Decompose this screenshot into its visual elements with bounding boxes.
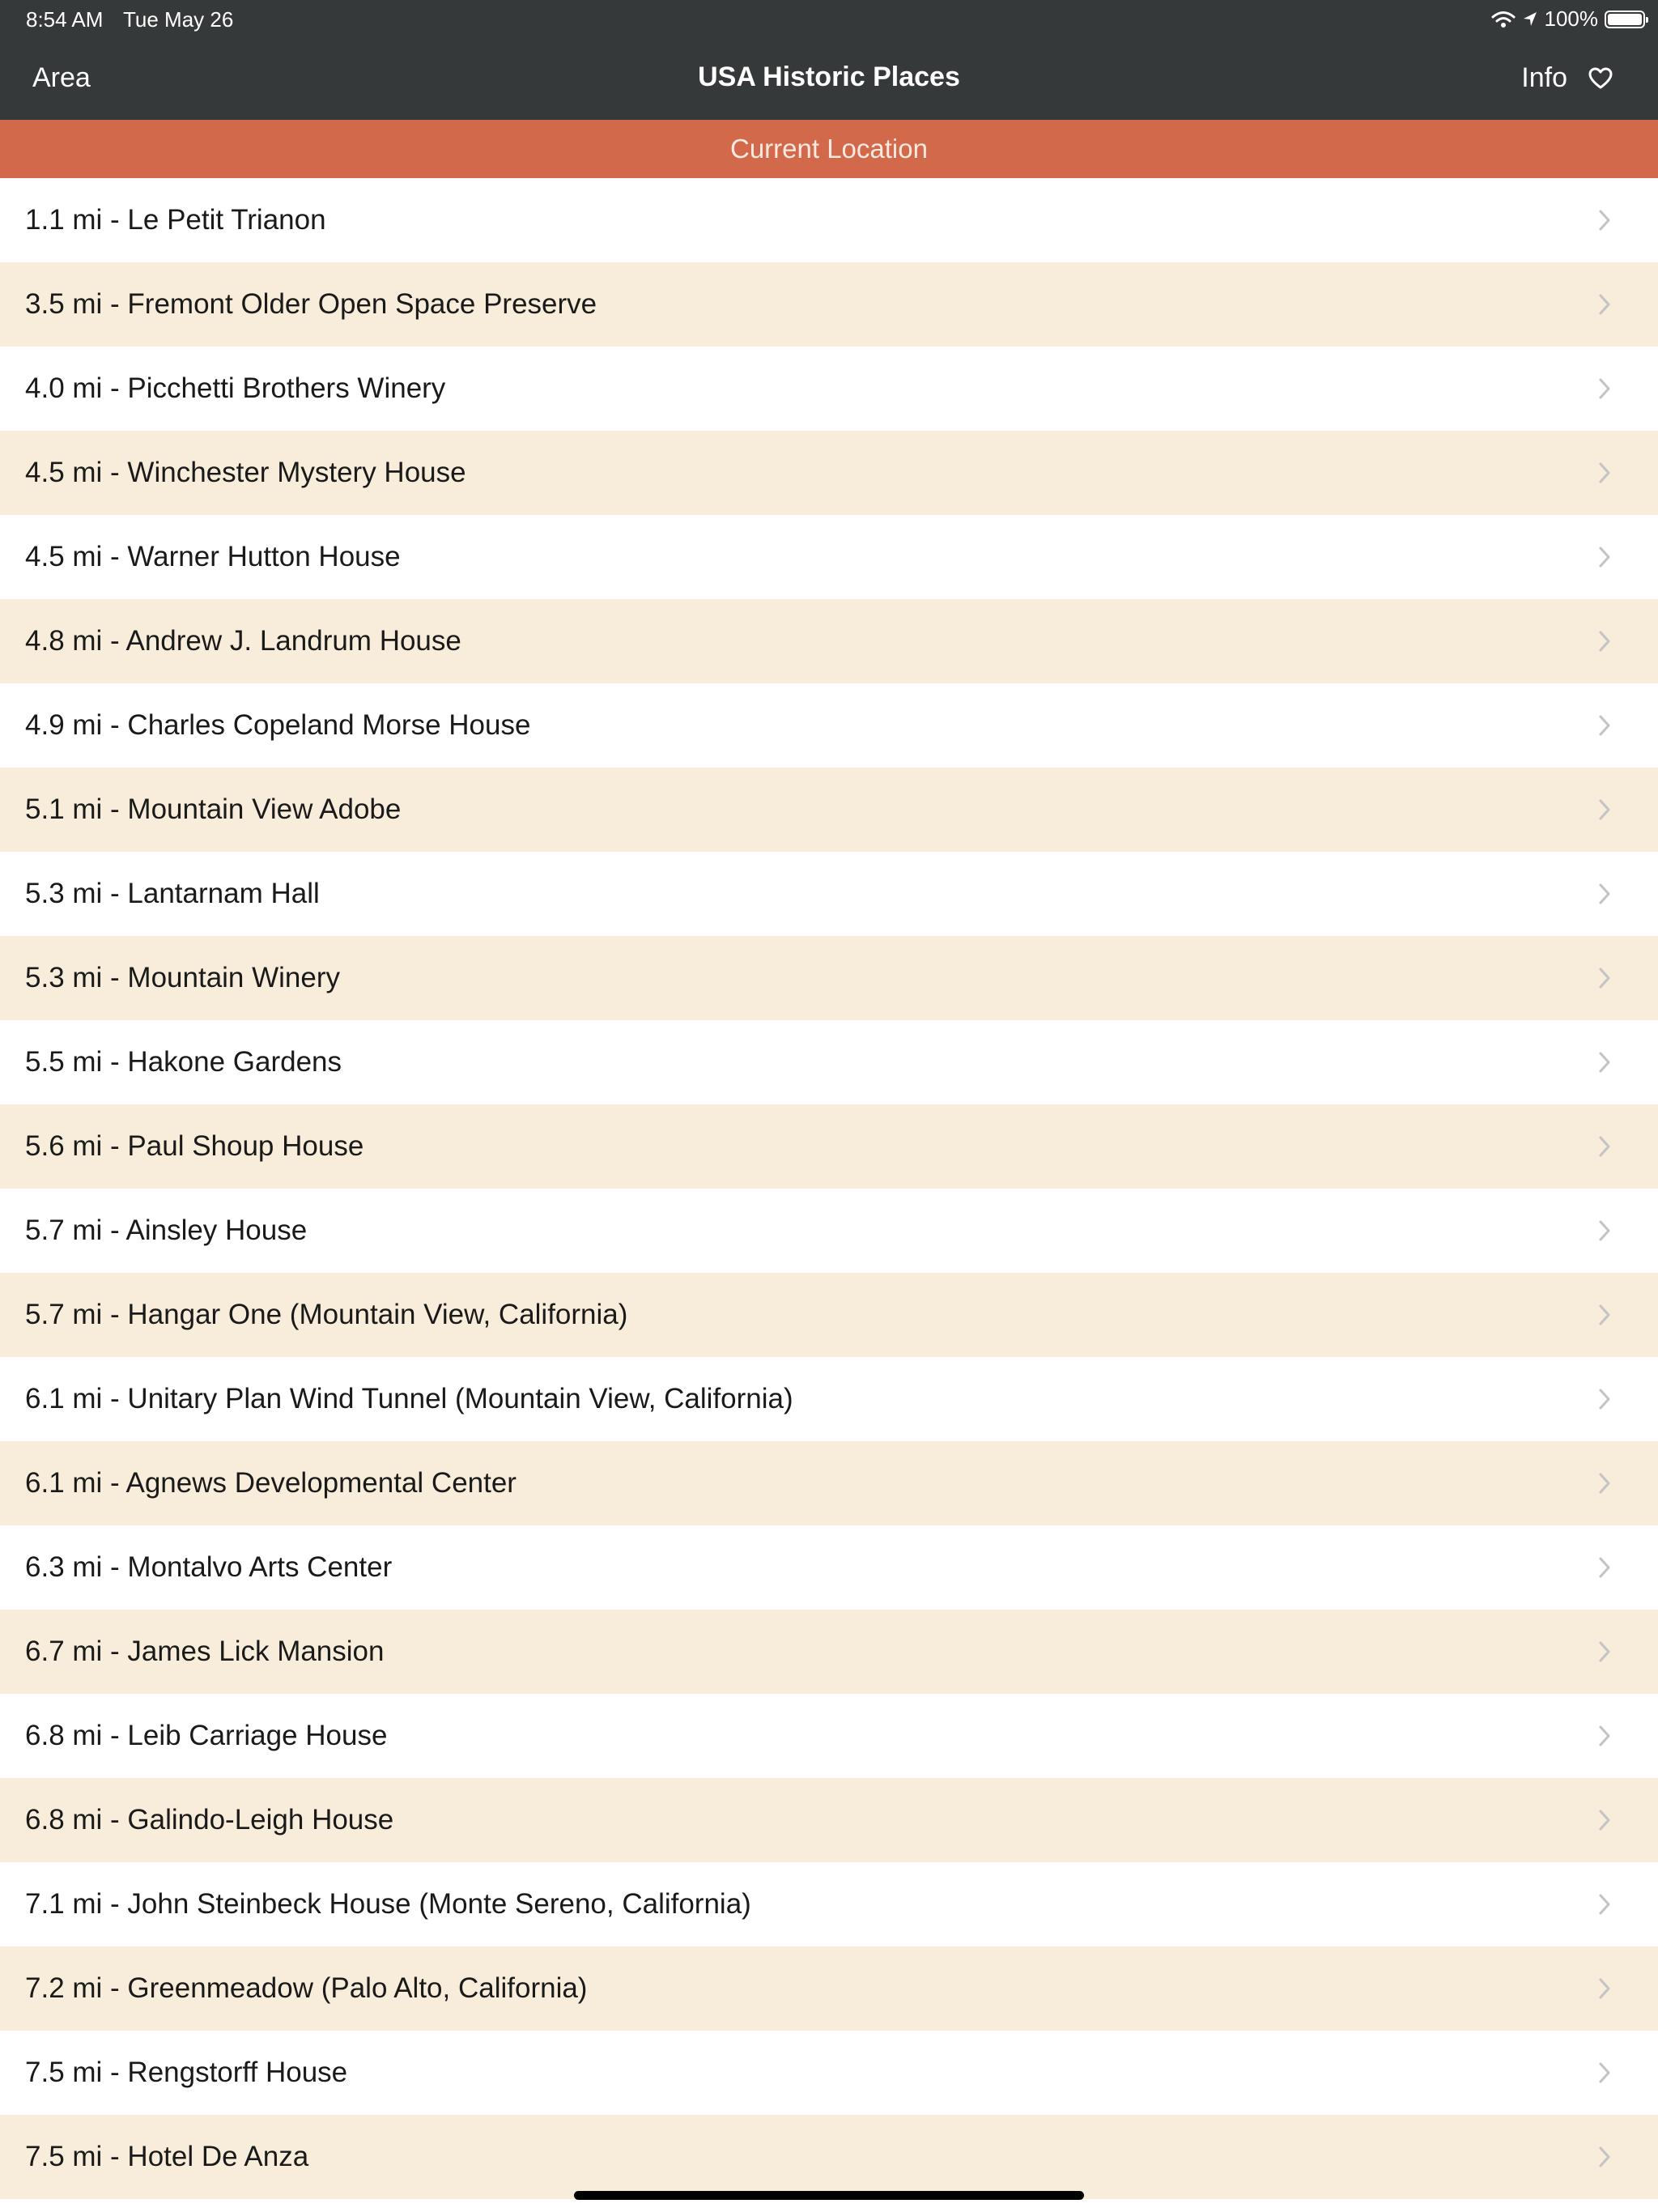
list-item[interactable]	[0, 1694, 1658, 1778]
list-item[interactable]	[0, 1778, 1658, 1862]
navigation-bar	[0, 39, 1658, 120]
list-item-label: 5.5 mi - Hakone Gardens	[25, 1046, 342, 1078]
list-item-label: 6.8 mi - Leib Carriage House	[25, 1720, 388, 1751]
list-item-label: 6.8 mi - Galindo-Leigh House	[25, 1804, 394, 1836]
current-location-header[interactable]: Current Location	[0, 120, 1658, 178]
list-item-label: 6.3 mi - Montalvo Arts Center	[25, 1551, 393, 1583]
nav-right-items	[1521, 62, 1613, 94]
list-item-label: 7.5 mi - Rengstorff House	[25, 2057, 348, 2088]
chevron-right-icon	[1598, 798, 1611, 821]
status-date: Tue May 26	[123, 7, 234, 32]
list-item[interactable]	[0, 2115, 1658, 2199]
list-item-label: 5.1 mi - Mountain View Adobe	[25, 793, 402, 825]
list-item[interactable]	[0, 852, 1658, 936]
list-item[interactable]	[0, 1441, 1658, 1525]
list-item[interactable]	[0, 936, 1658, 1020]
list-item[interactable]	[0, 683, 1658, 768]
list-item[interactable]	[0, 1525, 1658, 1610]
list-item-label: 1.1 mi - Le Petit Trianon	[25, 204, 326, 236]
chevron-right-icon	[1598, 967, 1611, 989]
chevron-right-icon	[1598, 546, 1611, 568]
location-arrow-icon	[1522, 11, 1538, 28]
chevron-right-icon	[1598, 1556, 1611, 1579]
list-item-label: 5.3 mi - Lantarnam Hall	[25, 878, 320, 909]
list-item-label: 5.7 mi - Hangar One (Mountain View, California)	[25, 1299, 628, 1330]
status-bar	[0, 0, 1658, 39]
status-indicators	[1491, 6, 1646, 32]
list-item-label: 7.1 mi - John Steinbeck House (Monte Sereno, California)	[25, 1888, 751, 1920]
list-item-label: 4.0 mi - Picchetti Brothers Winery	[25, 372, 446, 404]
list-item-label: 4.9 mi - Charles Copeland Morse House	[25, 709, 531, 741]
list-item[interactable]	[0, 1189, 1658, 1273]
list-item[interactable]	[0, 599, 1658, 683]
chevron-right-icon	[1598, 1219, 1611, 1242]
chevron-right-icon	[1598, 883, 1611, 905]
list-item[interactable]	[0, 347, 1658, 431]
list-item-label: 6.7 mi - James Lick Mansion	[25, 1636, 385, 1667]
chevron-right-icon	[1598, 209, 1611, 232]
list-item-label: 6.1 mi - Agnews Developmental Center	[25, 1467, 517, 1499]
list-item-label: 4.5 mi - Warner Hutton House	[25, 541, 401, 572]
area-button[interactable]: Area	[32, 62, 91, 93]
status-time: 8:54 AM	[26, 7, 104, 32]
chevron-right-icon	[1598, 1304, 1611, 1326]
list-item-label: 4.8 mi - Andrew J. Landrum House	[25, 625, 461, 657]
list-item[interactable]	[0, 1862, 1658, 1946]
list-item[interactable]	[0, 1357, 1658, 1441]
battery-percentage: 100%	[1544, 6, 1598, 31]
chevron-right-icon	[1598, 1388, 1611, 1410]
chevron-right-icon	[1598, 462, 1611, 484]
list-item[interactable]	[0, 515, 1658, 599]
info-button[interactable]: Info	[1521, 62, 1567, 93]
wifi-icon	[1491, 11, 1516, 28]
chevron-right-icon	[1598, 1135, 1611, 1158]
list-item[interactable]	[0, 431, 1658, 515]
chevron-right-icon	[1598, 1893, 1611, 1916]
page-title: USA Historic Places	[698, 62, 960, 92]
chevron-right-icon	[1598, 2061, 1611, 2084]
list-item-label: 6.1 mi - Unitary Plan Wind Tunnel (Mountain View, California)	[25, 1383, 793, 1414]
chevron-right-icon	[1598, 1725, 1611, 1747]
list-item-label: 4.5 mi - Winchester Mystery House	[25, 457, 466, 488]
list-item[interactable]	[0, 1104, 1658, 1189]
list-item-label: 5.3 mi - Mountain Winery	[25, 962, 341, 993]
list-item-label: 5.6 mi - Paul Shoup House	[25, 1130, 364, 1162]
list-item[interactable]	[0, 1020, 1658, 1104]
list-item[interactable]	[0, 2031, 1658, 2115]
list-item[interactable]	[0, 178, 1658, 262]
list-item[interactable]	[0, 1610, 1658, 1694]
chevron-right-icon	[1598, 377, 1611, 400]
places-list	[0, 178, 1658, 2199]
list-item[interactable]	[0, 262, 1658, 347]
chevron-right-icon	[1598, 630, 1611, 653]
chevron-right-icon	[1598, 2146, 1611, 2168]
chevron-right-icon	[1598, 1472, 1611, 1495]
list-item-label: 5.7 mi - Ainsley House	[25, 1214, 308, 1246]
list-item[interactable]	[0, 1946, 1658, 2031]
list-item-label: 3.5 mi - Fremont Older Open Space Preserve	[25, 288, 597, 320]
heart-icon[interactable]	[1588, 67, 1613, 90]
list-item-label: 7.2 mi - Greenmeadow (Palo Alto, California)	[25, 1972, 588, 2004]
chevron-right-icon	[1598, 293, 1611, 316]
chevron-right-icon	[1598, 714, 1611, 737]
chevron-right-icon	[1598, 1809, 1611, 1831]
list-item-label: 7.5 mi - Hotel De Anza	[25, 2141, 309, 2172]
home-indicator[interactable]	[574, 2191, 1084, 2200]
chevron-right-icon	[1598, 1051, 1611, 1074]
list-item[interactable]	[0, 768, 1658, 852]
battery-icon	[1605, 11, 1645, 28]
chevron-right-icon	[1598, 1640, 1611, 1663]
list-item[interactable]	[0, 1273, 1658, 1357]
chevron-right-icon	[1598, 1977, 1611, 2000]
